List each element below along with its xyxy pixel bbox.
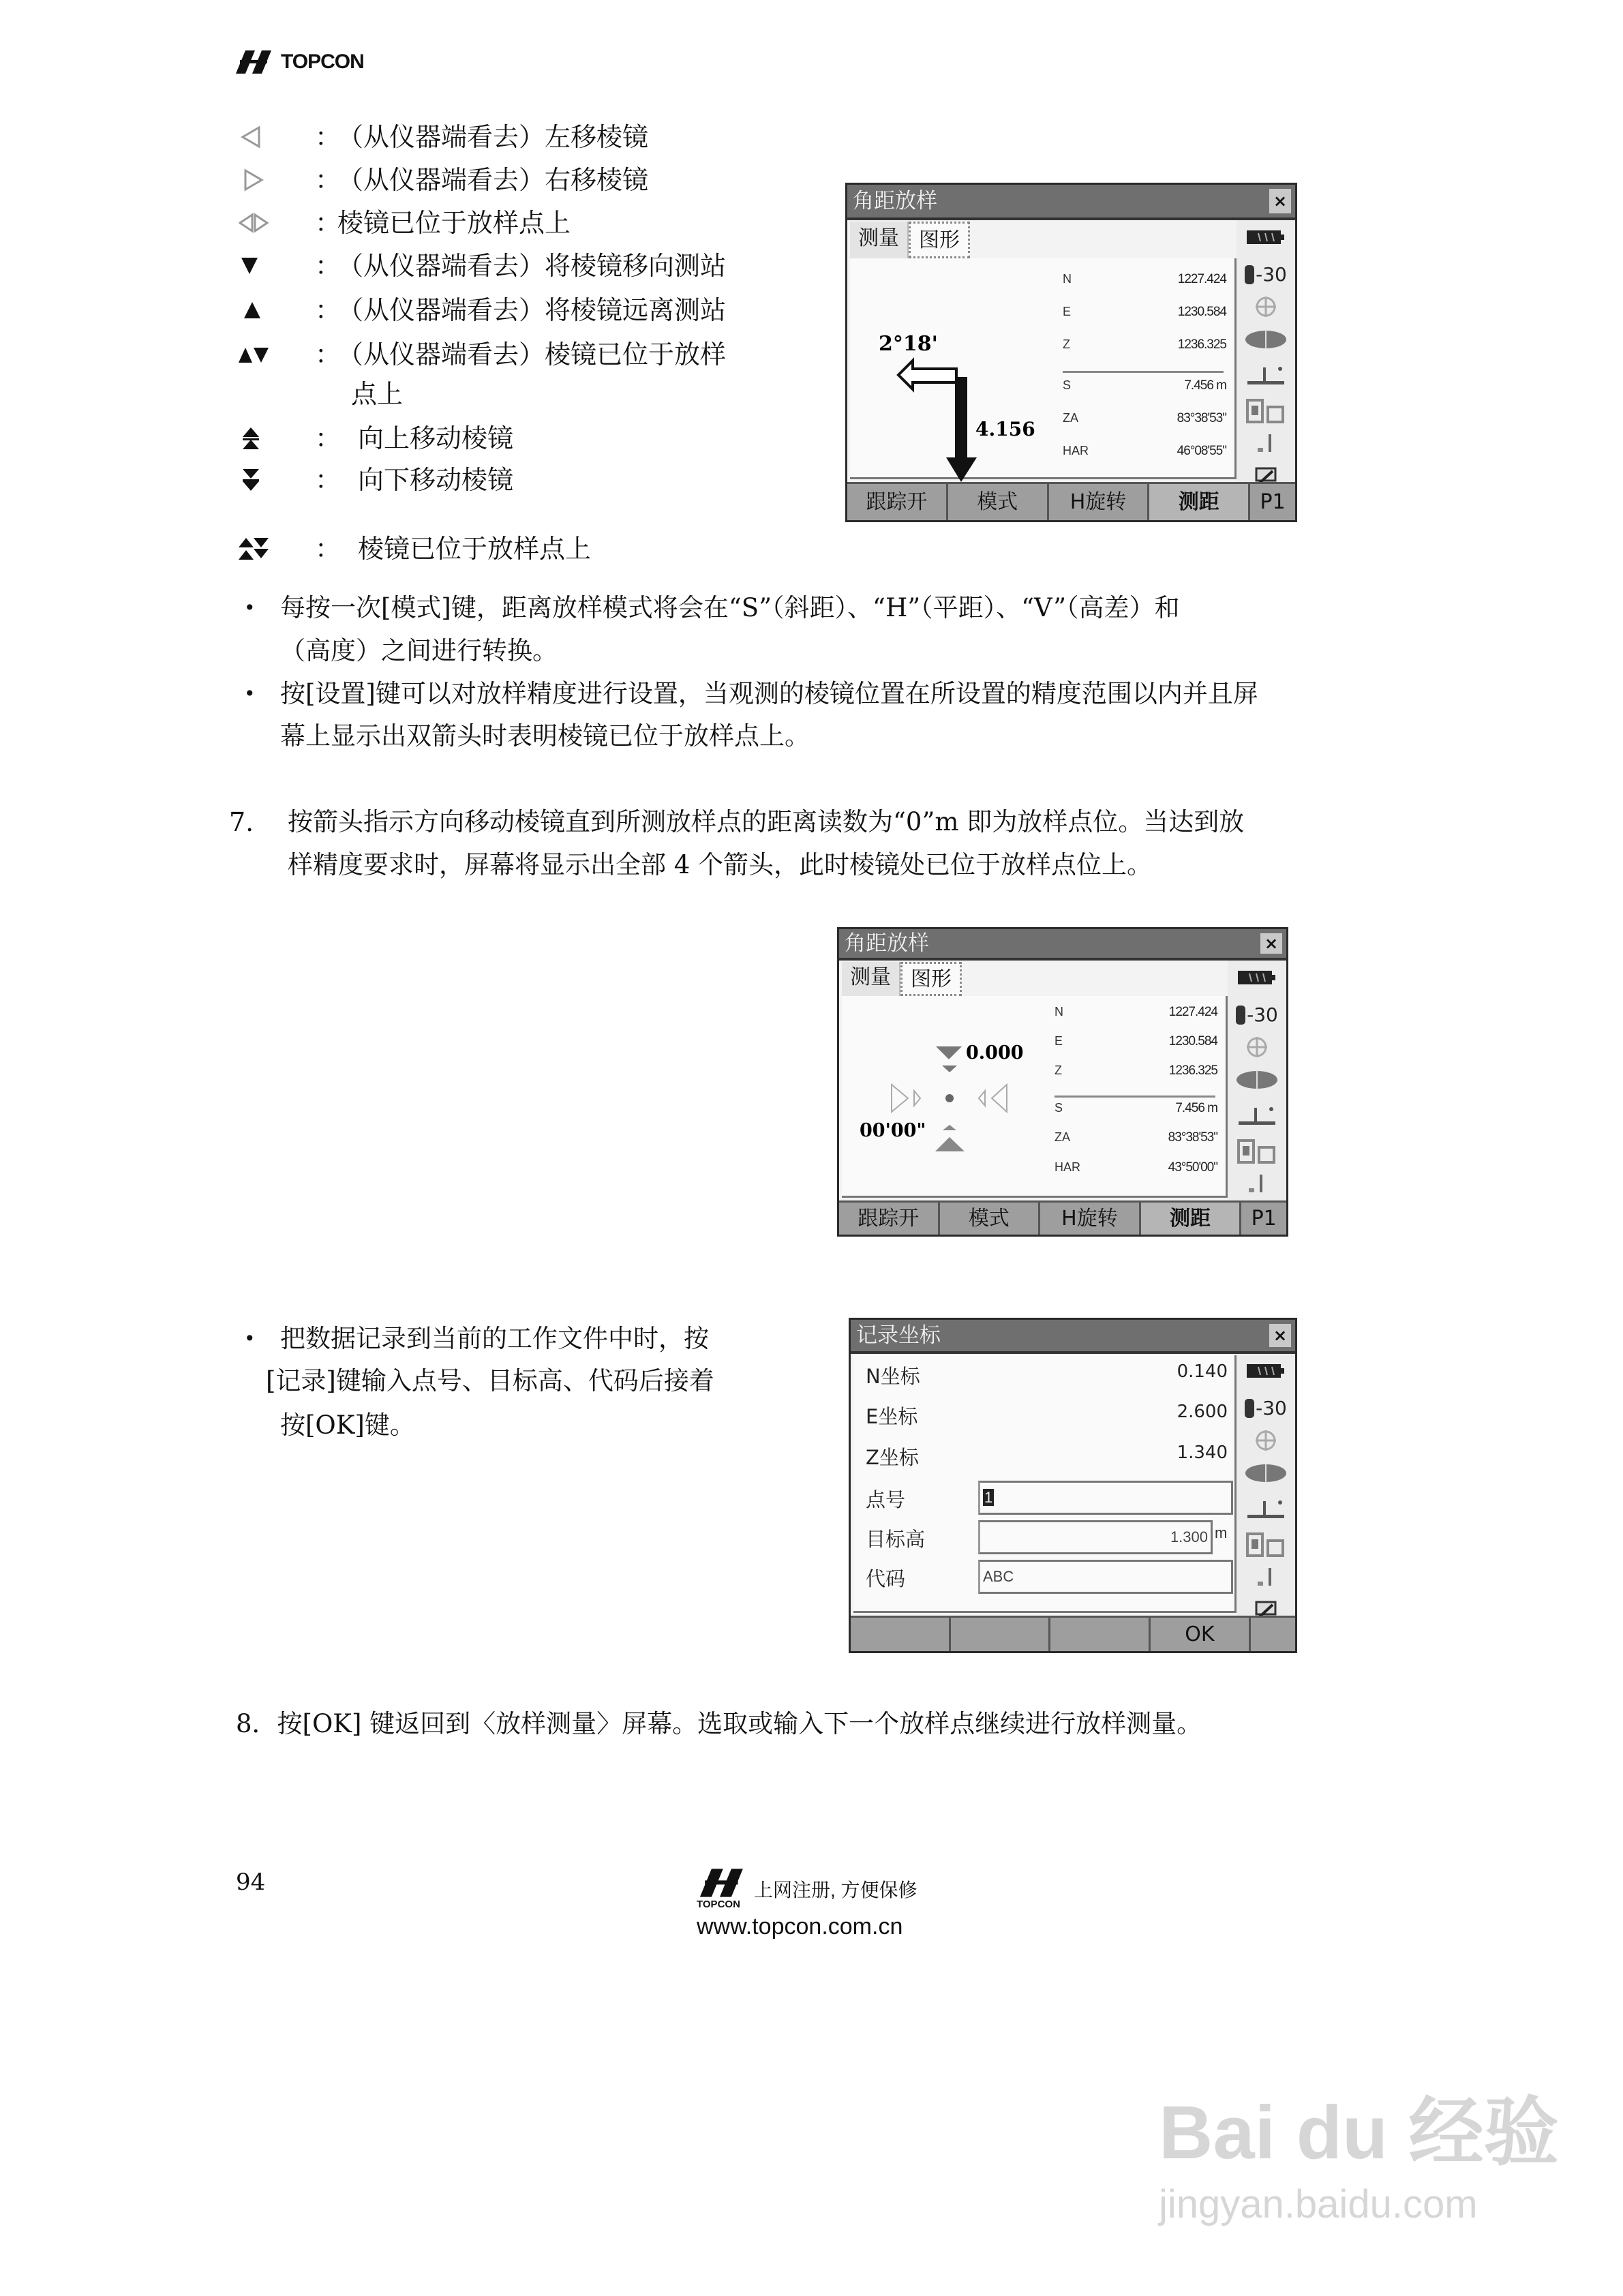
footer-slogan: 上网注册, 方便保修	[754, 1879, 917, 1901]
legend-description: 棱镜已位于放样点上	[337, 208, 571, 238]
measurement-value: 83°38'53"	[1177, 411, 1226, 425]
coordinate-value: 0.140	[1177, 1361, 1228, 1382]
softkey-empty[interactable]	[951, 1618, 1049, 1651]
coordinate-value: 1.340	[1177, 1442, 1228, 1463]
triangles-left-right-outline-icon	[239, 211, 269, 235]
field-value: 1	[984, 1489, 993, 1506]
triangles-up-down-filled-icon	[239, 342, 269, 367]
triangle-down-large-icon	[936, 1046, 962, 1059]
softkey-tracking[interactable]: 跟踪开	[839, 1203, 938, 1235]
stakeout-graphic	[847, 185, 1297, 522]
bullet-dot: •	[244, 596, 256, 619]
prism-constant-value: -30	[1256, 263, 1287, 286]
tab-graphic[interactable]: 图形	[900, 962, 962, 996]
prism-icon	[1245, 1399, 1254, 1418]
measurement-value: 46°08'55"	[1177, 444, 1226, 458]
triangle-left-outline-icon	[239, 125, 269, 149]
measurement-label: Z	[1055, 1063, 1062, 1077]
window-title-bar	[851, 1320, 1295, 1354]
measurement-value: 83°38'53"	[1168, 1130, 1217, 1145]
topcon-mark-icon	[236, 49, 275, 75]
coordinate-value: 2.600	[1177, 1402, 1228, 1422]
measurement-value: 1227.424	[1177, 272, 1226, 286]
prism-constant-value: -30	[1256, 1397, 1287, 1419]
legend-description: （从仪器端看去）右移棱镜	[337, 165, 649, 195]
tab-measure[interactable]: 测量	[842, 962, 900, 996]
measurement-value: 43°50'00"	[1168, 1160, 1217, 1175]
triangle-right-large-icon	[892, 1085, 908, 1112]
softkey-h-rotate[interactable]: H旋转	[1040, 1203, 1139, 1235]
signal-icon	[1252, 1565, 1279, 1592]
crosshair-icon	[1254, 1429, 1277, 1456]
legend-description: 向上移动棱镜	[358, 423, 514, 453]
triangle-up-small-icon	[943, 1125, 956, 1130]
prism-dot-icon	[945, 1094, 954, 1102]
stakeout-graphic	[839, 929, 1288, 1237]
legend-colon: ：	[315, 208, 342, 238]
point-number-input[interactable]	[978, 1481, 1233, 1515]
field-label: 代码	[866, 1567, 906, 1590]
measurement-label: Z	[1063, 337, 1070, 351]
topcon-logo	[236, 49, 364, 75]
triangle-up-filled-icon	[239, 298, 269, 322]
page-number: 94	[236, 1869, 266, 1896]
measurement-value: 1236.325	[1177, 337, 1226, 352]
coordinate-label: Z坐标	[866, 1446, 919, 1469]
legend-colon: ：	[315, 295, 342, 325]
laser-ellipse-icon	[1245, 1463, 1287, 1490]
close-button[interactable]: ×	[1260, 933, 1282, 954]
window-title: 角距放样	[853, 189, 937, 213]
legend-description-continuation: 点上	[351, 379, 404, 409]
double-down-arrow-icon	[239, 468, 269, 492]
bullet-text-line: 幕上显示出双箭头时表明棱镜已位于放样点上。	[280, 721, 810, 751]
topcon-mark-icon	[697, 1867, 751, 1899]
measurement-label: S	[1055, 1101, 1063, 1115]
bullet-text-line: 每按一次[模式]键，距离放样模式将会在“S”（斜距）、“H”（平距）、“V”（高差）和	[280, 593, 1180, 622]
double-up-down-arrows-icon	[239, 537, 269, 561]
softkey-tracking[interactable]: 跟踪开	[847, 484, 946, 520]
measurement-label: E	[1055, 1034, 1063, 1048]
bullet-dot: •	[244, 1327, 256, 1350]
softkey-empty[interactable]	[851, 1618, 949, 1651]
window-title: 记录坐标	[856, 1323, 941, 1348]
prism-constant-value: -30	[1247, 1003, 1278, 1026]
field-label: 目标高	[866, 1528, 926, 1551]
legend-colon: ：	[315, 534, 342, 564]
legend-description: 向下移动棱镜	[358, 465, 514, 495]
arrow-down-shaft	[955, 377, 967, 457]
softkey-measure[interactable]: 测距	[1141, 1203, 1240, 1235]
window-title: 角距放样	[845, 931, 929, 956]
ok-button[interactable]: OK	[1151, 1618, 1249, 1651]
measurement-value: 7.456 m	[1175, 1101, 1217, 1115]
tab-measure[interactable]: 测量	[850, 222, 909, 258]
softkey-page[interactable]: P1	[1241, 1203, 1286, 1235]
triangle-left-small-icon	[979, 1091, 985, 1106]
baidu-watermark-url: jingyan.baidu.com	[1159, 2182, 1478, 2226]
bullet-text-line: 按[OK]键。	[280, 1410, 415, 1440]
distance-offset: 4.156	[975, 418, 1035, 440]
measurement-label: ZA	[1063, 411, 1079, 425]
bullet-text-line: 把数据记录到当前的工作文件中时，按	[280, 1324, 709, 1353]
instrument-icon	[1245, 1531, 1287, 1558]
measurement-value: 1230.584	[1177, 305, 1226, 319]
footer-logo-text: TOPCON	[697, 1899, 740, 1910]
legend-description: （从仪器端看去）将棱镜移向测站	[337, 251, 727, 281]
measurement-value: 1227.424	[1168, 1005, 1217, 1019]
field-value: 1.300	[1170, 1528, 1208, 1545]
measurement-label: HAR	[1055, 1160, 1081, 1174]
prism-constant-indicator	[1245, 1395, 1287, 1422]
measurement-label: HAR	[1063, 444, 1089, 457]
angle-offset: 00'00"	[860, 1120, 926, 1141]
softkey-mode[interactable]: 模式	[948, 484, 1047, 520]
softkey-mode[interactable]: 模式	[940, 1203, 1039, 1235]
arrow-down-icon	[946, 457, 977, 482]
coordinate-label: N坐标	[866, 1365, 920, 1388]
unit-label: m	[1215, 1524, 1228, 1541]
bullet-text-line: [记录]键输入点号、目标高、代码后接着	[266, 1366, 714, 1395]
legend-colon: ：	[315, 165, 342, 195]
step-text-line: 按箭头指示方向移动棱镜直到所测放样点的距离读数为“0”m 即为放样点位。当达到放	[288, 807, 1245, 836]
logo-text: TOPCON	[281, 50, 364, 73]
triangle-left-large-icon	[992, 1085, 1007, 1112]
code-input[interactable]	[978, 1560, 1233, 1594]
baidu-watermark: Bai du 经验	[1159, 2091, 1559, 2175]
measurement-label: ZA	[1055, 1130, 1071, 1144]
angle-offset: 2°18'	[879, 332, 938, 356]
close-button[interactable]: ×	[1269, 1324, 1291, 1347]
stakeout-graphic-screen-2	[837, 927, 1288, 1237]
legend-colon: ：	[315, 122, 342, 152]
legend-description: 棱镜已位于放样点上	[358, 534, 592, 564]
footer-logo	[697, 1867, 942, 1949]
bullet-dot: •	[244, 682, 256, 705]
softkey-h-rotate[interactable]: H旋转	[1049, 484, 1148, 520]
arrow-left-icon	[898, 361, 956, 389]
distance-offset: 0.000	[966, 1042, 1024, 1063]
softkey-measure[interactable]: 测距	[1149, 484, 1248, 520]
triangle-up-large-icon	[935, 1137, 965, 1151]
triangle-right-outline-icon	[239, 168, 269, 192]
battery-icon	[1246, 1361, 1286, 1388]
softkey-page[interactable]: P1	[1250, 484, 1295, 520]
legend-description: （从仪器端看去）左移棱镜	[337, 122, 649, 152]
measurement-value: 1236.325	[1168, 1063, 1217, 1078]
legend-colon: ：	[315, 465, 342, 495]
status-icon-column	[1237, 1354, 1295, 1620]
measurement-label: E	[1063, 305, 1072, 318]
step-text-line: 样精度要求时，屏幕将显示出全部 4 个箭头，此时棱镜处已位于放样点位上。	[288, 850, 1153, 879]
measurement-label: N	[1063, 272, 1072, 286]
measurement-value: 1230.584	[1168, 1034, 1217, 1048]
legend-colon: ：	[315, 251, 342, 281]
coordinate-label: E坐标	[866, 1405, 918, 1428]
bullet-text-line: （高度）之间进行转换。	[280, 636, 558, 665]
content-panel	[853, 1355, 1237, 1613]
close-button[interactable]: ×	[1269, 189, 1291, 213]
legend-description: （从仪器端看去）将棱镜远离测站	[337, 295, 727, 325]
softkey-bar	[851, 1616, 1295, 1651]
field-label: 点号	[866, 1488, 906, 1511]
step-8-text: 8．按[OK] 键返回到〈放样测量〉屏幕。选取或输入下一个放样点继续进行放样测量。	[236, 1709, 1202, 1738]
softkey-empty[interactable]	[1251, 1618, 1295, 1651]
record-coordinates-screen	[849, 1318, 1297, 1653]
legend-colon: ：	[315, 423, 342, 453]
footer-url[interactable]: www.topcon.com.cn	[697, 1914, 903, 1939]
double-up-arrow-icon	[239, 426, 269, 451]
triangle-down-filled-icon	[239, 254, 269, 278]
legend-colon: ：	[315, 339, 342, 369]
tab-graphic[interactable]: 图形	[909, 222, 970, 258]
bullet-text-line: 按[设置]键可以对放样精度进行设置，当观测的棱镜位置在所设置的精度范围以内并且屏	[280, 679, 1258, 708]
softkey-empty[interactable]	[1050, 1618, 1149, 1651]
stakeout-graphic-screen-1	[845, 183, 1297, 522]
triangle-right-small-icon	[914, 1091, 920, 1106]
tilt-icon	[1245, 1497, 1287, 1524]
triangle-down-small-icon	[942, 1066, 957, 1072]
legend-description: （从仪器端看去）棱镜已位于放样	[337, 339, 727, 369]
field-value: ABC	[983, 1568, 1014, 1585]
step-number: 7.	[229, 807, 254, 837]
target-height-input[interactable]	[978, 1520, 1213, 1554]
measurement-label: S	[1063, 378, 1072, 392]
measurement-value: 7.456 m	[1184, 378, 1226, 393]
measurement-label: N	[1055, 1005, 1063, 1018]
